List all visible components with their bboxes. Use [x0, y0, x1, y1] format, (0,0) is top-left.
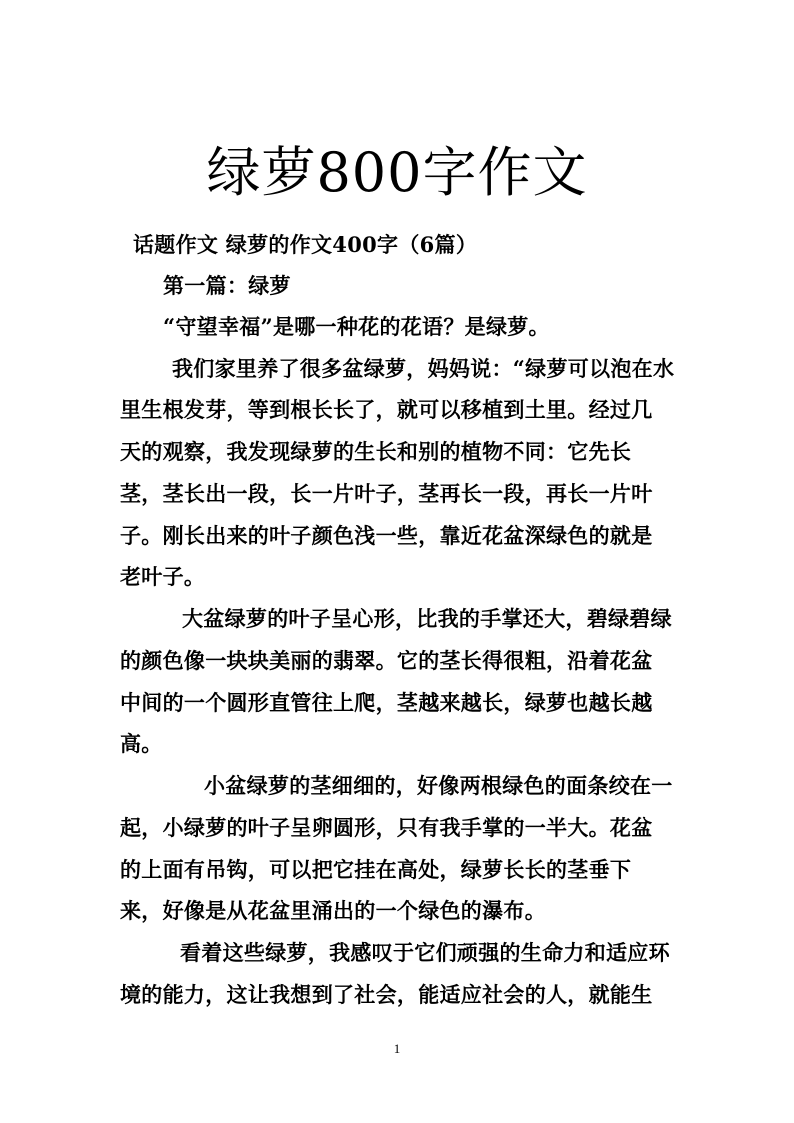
paragraph-line: 起，小绿萝的叶子呈卵圆形，只有我手掌的一半大。花盆 — [120, 815, 653, 840]
document-title: 绿萝800字作文 — [206, 141, 588, 204]
paragraph-line: “守望幸福”是哪一种花的花语？是绿萝。 — [163, 314, 550, 339]
paragraph-line: 子。刚长出来的叶子颜色浅一些，靠近花盆深绿色的就是 — [120, 523, 653, 548]
paragraph-line: 看着这些绿萝，我感叹于它们顽强的生命力和适应环 — [180, 940, 670, 965]
section-heading: 第一篇：绿萝 — [163, 273, 291, 298]
paragraph-line: 里生根发芽，等到根长长了，就可以移植到土里。经过几 — [120, 397, 653, 422]
paragraph-line: 的上面有吊钩，可以把它挂在高处，绿萝长长的茎垂下 — [120, 857, 632, 882]
paragraph-line: 小盆绿萝的茎细细的，好像两根绿色的面条绞在一 — [204, 773, 673, 798]
paragraph-line: 我们家里养了很多盆绿萝，妈妈说：“绿萝可以泡在水 — [172, 356, 675, 381]
paragraph-line: 的颜色像一块块美丽的翡翠。它的茎长得很粗，沿着花盆 — [120, 648, 653, 673]
paragraph-line: 茎，茎长出一段，长一片叶子，茎再长一段，再长一片叶 — [120, 481, 653, 506]
paragraph-line: 中间的一个圆形直管往上爬，茎越来越长，绿萝也越长越 — [120, 690, 653, 715]
paragraph-line: 来，好像是从花盆里涌出的一个绿色的瀑布。 — [120, 898, 546, 923]
paragraph-line: 大盆绿萝的叶子呈心形，比我的手掌还大，碧绿碧绿 — [182, 606, 672, 631]
paragraph-line: 老叶子。 — [120, 564, 206, 589]
subtitle: 话题作文 绿萝的作文400字（6篇） — [133, 232, 478, 257]
page-number: 1 — [393, 1041, 401, 1056]
paragraph-line: 境的能力，这让我想到了社会，能适应社会的人，就能生 — [120, 982, 653, 1007]
paragraph-line: 天的观察，我发现绿萝的生长和别的植物不同：它先长 — [120, 439, 632, 464]
paragraph-line: 高。 — [120, 731, 163, 756]
